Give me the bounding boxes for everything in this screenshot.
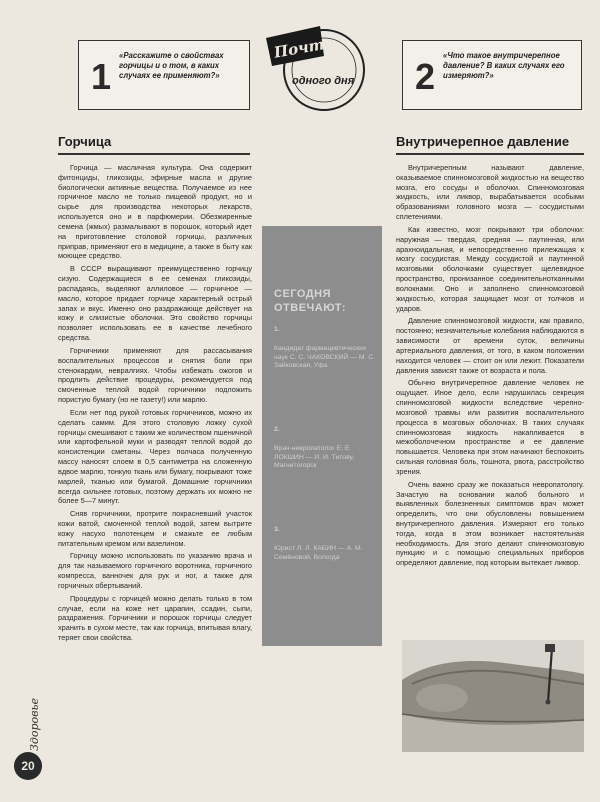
answer-3 [274, 526, 376, 562]
question-box-1 [78, 40, 250, 110]
respond-heading: СЕГОДНЯ ОТВЕЧАЮТ: [274, 288, 347, 314]
pressure-paragraph: Давление спинномозговой жидкости, как правило, постоянно; незначительные колебания наблюдаются в зависимости от времени суток, величины артериального давления, от того, в каком положении находится человек — стоит он или лежит. Показатели давления зависят также от возраста и пола. [396, 316, 584, 375]
answer-text-1: Кандидат фармацевтических наук С. С. ЧАКОВСКИЙ — М. С. Зайковская, Уфа [274, 344, 376, 370]
pressure-paragraph: Обычно внутричерепное давление человек не ощущает. Иное дело, если нарушилась секреция спинномозговой жидкости вследствие черепно-мозговой травмы или развития воспалительного процесса в мозговых оболочках. В таких случаях спинномозговая жидкость накапливается в межоболочечном пространстве и ее давление повышается. Человека при этом начинают беспокоить сильная головная боль, тошнота, рвота, расстройство зрения. [396, 378, 584, 476]
logo-word-1: Почта [272, 33, 336, 62]
page-number: 20 [14, 752, 42, 780]
mustard-paragraph: Горчица — масличная культура. Она содержит фитонциды, гликозиды, эфирные масла и другие биологически активные вещества. Получаемое из нее горчичное масло не только пищевой продукт, но и сырье для производства некоторых лекарств, используется оно и в парфюмерии. Обезжиренные семена (жмых) размалывают в порошок, который идет на приготовление столовой горчицы, различных приправ, применяют его в медицине, а также в быту как моющее средство. [58, 163, 252, 261]
pressure-article-body [396, 163, 584, 571]
question-text-1: «Расскажите о свойствах горчицы и о том, в каких случаях ее применяют?» [119, 51, 224, 81]
answer-number-1: 1. [274, 326, 280, 333]
mustard-paragraph: В СССР выращивают преимущественно горчицу сизую. Содержащиеся в ее семенах гликозиды, распадаясь, выделяют аллиловое — горчичное — масло, которое придает горчице характерный острый запах и вкус. Именно оно раздражающе действует на кожу и слизистые оболочки. Это свойство горчицы позволяет использовать ее в качестве лечебного средства. [58, 264, 252, 343]
question-text-2: «Что такое внутричерепное давление? В каких случаях его измеряют?» [443, 51, 565, 81]
logo-word-2: одного дня [292, 75, 355, 87]
mustard-paragraph: Процедуры с горчицей можно делать только в том случае, если на коже нет царапин, ссадин, сыпи, раздражения. Горчичники и порошок горчицы следует хранить в сухом месте, так как горчица, впитывая влагу, теряет свои свойства. [58, 593, 252, 643]
pressure-paragraph: Как известно, мозг покрывают три оболочки: наружная — твердая, средняя — паутинная, или арахноидальная, и непосредственно прилежащая к мозгу сосудистая. Между сосудистой и паутинной мозговыми оболочками существует щелевидное пространство, пронизанное соединительнотканными волокнами. Оно и заполнено спинномозговой жидкостью, которая защищает мозг от толчков и ударов. [396, 224, 584, 313]
mustard-title-rule [58, 153, 250, 155]
answer-1 [274, 326, 376, 371]
mustard-paragraph: Горчицу можно использовать по указанию врача и для так называемого горчичного воротника, горчичного компресса, ванночек для рук и ног, а также для горчичных обертываний. [58, 551, 252, 590]
pressure-paragraph: Внутричерепным называют давление, оказываемое спинномозговой жидкостью на вещество мозга, его сосуды и оболочки. Спинномозговая жидкость, или ликвор, вырабатывается особыми образованиями головного мозга — сосудистыми сплетениями. [396, 163, 584, 222]
lumbar-puncture-photo [402, 640, 584, 752]
answer-number-2: 2. [274, 426, 280, 433]
mustard-title: Горчица [58, 134, 112, 149]
pressure-title-rule [396, 153, 584, 155]
mustard-article-body [58, 163, 252, 646]
answer-text-2: Врач-невропатолог Е. Е. ЛОКШИН — И. И. Титову, Магнитогорск [274, 444, 355, 470]
mustard-paragraph: Сняв горчичники, протрите покрасневший участок кожи ватой, смоченной теплой водой, затем вытрите кожу насухо полотенцем и смажьте ее любым питательным кремом или вазелином. [58, 509, 252, 548]
answer-text-3: Юрист Л. Л. КАБИН — А. М. Семёновой, Вологда [274, 544, 363, 561]
answer-2 [274, 426, 376, 471]
question-number-2: 2 [415, 56, 436, 97]
magazine-brand: Здоровье [28, 697, 42, 752]
column-logo [262, 12, 382, 122]
answer-number-3: 3. [274, 526, 280, 533]
pressure-paragraph: Очень важно сразу же показаться невропатологу. Зачастую на основании жалоб больного и выявленных болезненных симптомов врач может определить, что они обусловлены повышением внутричерепного давления. Измеряют его только тогда, когда в этом возникает настоятельная необходимость. Для этого делают спинномозговую пункцию и с помощью специальных приборов определяют давление, под которым вытекает ликвор. [396, 479, 584, 568]
answers-band [262, 226, 382, 646]
question-box-2 [402, 40, 582, 110]
mustard-paragraph: Горчичники применяют для рассасывания воспалительных процессов и снятия боли при стенокардии, невралгиях. Чтобы избежать ожогов и продлить действие процедуры, рекомендуется под смоченные теплой водой горчичники подложить пористую бумагу (но не газету!) или марлю. [58, 345, 252, 405]
mustard-paragraph: Если нет под рукой готовых горчичников, можно их сделать самим. Для этого столовую ложку сухой горчицы смешивают с таким же количеством пшеничной или картофельной муки и разводят теплой водой до консистенции сметаны. Через полчаса полученную массу наносят слоем в 0,5 сантиметра на сложенную вдвое марлю, тонкую ткань или бумагу, покрывают тоже марлей, тканью или бумагой. Домашние горчичники всегда сильнее готовых, поэтому держать их можно не более 5—7 минут. [58, 407, 252, 506]
question-number-1: 1 [91, 56, 112, 97]
pressure-title: Внутричерепное давление [396, 134, 570, 149]
